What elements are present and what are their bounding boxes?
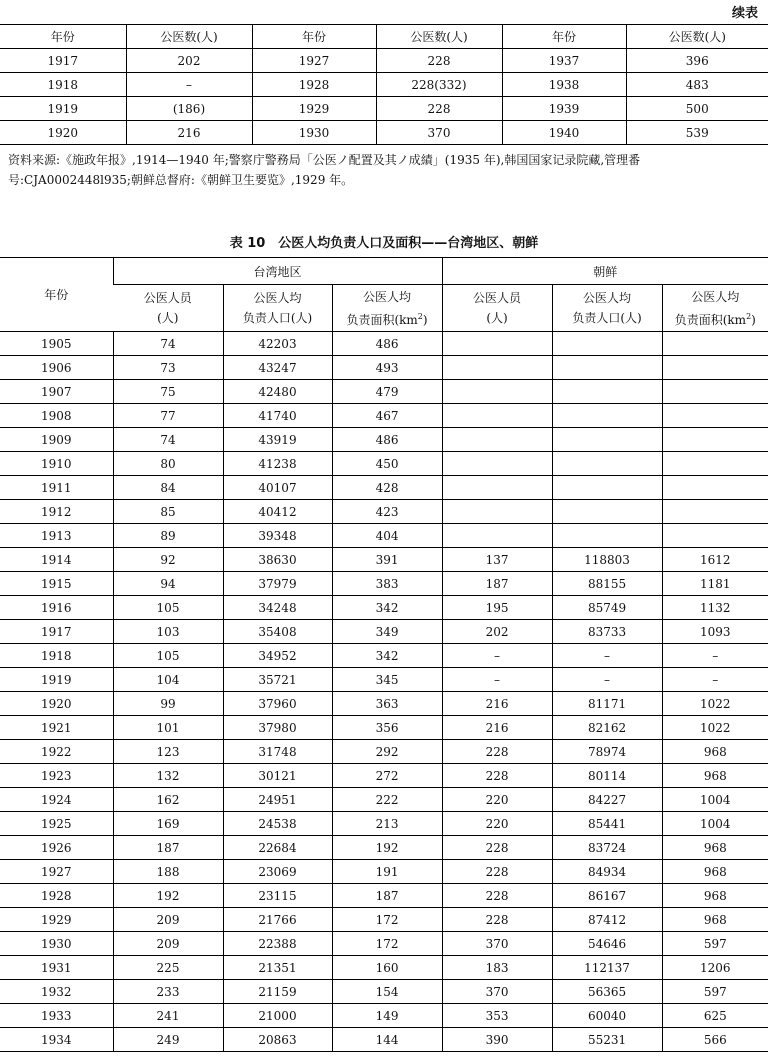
header-population: 公医人均 负责人口(人) (223, 285, 332, 332)
table-cell: 192 (113, 884, 223, 908)
table-cell: 968 (662, 908, 768, 932)
table-cell: 220 (442, 788, 552, 812)
table-cell: – (442, 668, 552, 692)
table-cell: 144 (332, 1028, 442, 1052)
table-cell: 1932 (0, 980, 113, 1004)
table-row (0, 716, 768, 740)
table-cell: 81171 (552, 692, 662, 716)
table-cell: 1911 (0, 476, 113, 500)
table-cell: 479 (332, 380, 442, 404)
table-cell (662, 356, 768, 380)
table-row (0, 668, 768, 692)
table-cell: 87412 (552, 908, 662, 932)
table-cell: 24951 (223, 788, 332, 812)
table-cell: 103 (113, 620, 223, 644)
group-taiwan: 台湾地区 (113, 258, 442, 285)
table-cell: 88155 (552, 572, 662, 596)
table-cell: 370 (376, 121, 502, 145)
table-cell: 80 (113, 452, 223, 476)
table-cell (442, 380, 552, 404)
table-cell: 228 (376, 97, 502, 121)
table-cell: 40107 (223, 476, 332, 500)
table-cell: 85441 (552, 812, 662, 836)
table-cell: 42480 (223, 380, 332, 404)
table-cell: 85 (113, 500, 223, 524)
table-cell: 968 (662, 836, 768, 860)
table-cell: 21159 (223, 980, 332, 1004)
table-9-continued (0, 24, 768, 145)
table-cell: 92 (113, 548, 223, 572)
table-cell: 37980 (223, 716, 332, 740)
header-area: 公医人均 负责面积$(km^2)$ (662, 285, 768, 332)
table-cell: 149 (332, 1004, 442, 1028)
table-cell: 137 (442, 548, 552, 572)
table-cell: 20863 (223, 1028, 332, 1052)
table-cell: 195 (442, 596, 552, 620)
table-cell (442, 500, 552, 524)
table-row (0, 836, 768, 860)
table-cell: 1916 (0, 596, 113, 620)
table-cell: 105 (113, 596, 223, 620)
table-cell: 1022 (662, 692, 768, 716)
table-row (0, 49, 768, 73)
table-cell: 84227 (552, 788, 662, 812)
table-cell: 1022 (662, 716, 768, 740)
table-cell: 1920 (0, 692, 113, 716)
table-cell: 968 (662, 860, 768, 884)
header-population: 公医人均 负责人口(人) (552, 285, 662, 332)
table-row (0, 908, 768, 932)
table-cell: 1917 (0, 49, 126, 73)
table-cell: 21766 (223, 908, 332, 932)
table-cell: 968 (662, 884, 768, 908)
table-row (0, 788, 768, 812)
table-cell: 1206 (662, 956, 768, 980)
table-cell: – (552, 644, 662, 668)
table-row (0, 73, 768, 97)
table-cell: 34952 (223, 644, 332, 668)
table-cell: 101 (113, 716, 223, 740)
table-row (0, 428, 768, 452)
table-cell: 55231 (552, 1028, 662, 1052)
table-cell: 216 (442, 716, 552, 740)
table-cell: 566 (662, 1028, 768, 1052)
table-row (0, 956, 768, 980)
table-cell: 391 (332, 548, 442, 572)
table-cell: 85749 (552, 596, 662, 620)
table-cell: 187 (442, 572, 552, 596)
table-cell: 160 (332, 956, 442, 980)
table-cell: 486 (332, 332, 442, 356)
table-cell: 21000 (223, 1004, 332, 1028)
table-cell: 625 (662, 1004, 768, 1028)
table-row (0, 404, 768, 428)
table-cell: 123 (113, 740, 223, 764)
table-cell: 40412 (223, 500, 332, 524)
table-cell (552, 404, 662, 428)
table-cell: 1928 (252, 73, 376, 97)
table-cell: 597 (662, 980, 768, 1004)
table-cell: 1919 (0, 668, 113, 692)
table-cell: 37979 (223, 572, 332, 596)
header-year: 年份 (0, 25, 126, 49)
table-cell: 202 (126, 49, 252, 73)
table-cell (442, 356, 552, 380)
table-cell: 342 (332, 644, 442, 668)
table-cell: 191 (332, 860, 442, 884)
table-row (0, 380, 768, 404)
table-cell: 241 (113, 1004, 223, 1028)
table-cell: 1929 (252, 97, 376, 121)
table-cell: 249 (113, 1028, 223, 1052)
table-row (0, 740, 768, 764)
table-cell: 228 (376, 49, 502, 73)
table-cell: 1918 (0, 644, 113, 668)
table-cell: – (662, 668, 768, 692)
table-cell (552, 476, 662, 500)
table-cell: 428 (332, 476, 442, 500)
table-row (0, 860, 768, 884)
table-cell: 89 (113, 524, 223, 548)
table-cell: 42203 (223, 332, 332, 356)
table-cell: 162 (113, 788, 223, 812)
table-row (0, 692, 768, 716)
table-cell: 500 (626, 97, 768, 121)
table-cell: 597 (662, 932, 768, 956)
table-cell: 228 (442, 860, 552, 884)
table-cell: 233 (113, 980, 223, 1004)
table-cell: 1937 (502, 49, 626, 73)
table-cell: 1934 (0, 1028, 113, 1052)
table-cell (552, 524, 662, 548)
table-row (0, 548, 768, 572)
table-row (0, 644, 768, 668)
table-cell: 39348 (223, 524, 332, 548)
table-cell: 968 (662, 764, 768, 788)
table-cell: 35721 (223, 668, 332, 692)
table-cell: 38630 (223, 548, 332, 572)
table-cell: 1927 (0, 860, 113, 884)
header-area: 公医人均 负责面积$(km^2)$ (332, 285, 442, 332)
table-cell: 112137 (552, 956, 662, 980)
header-year: 年份 (0, 258, 113, 332)
header-staff: 公医人员 (人) (113, 285, 223, 332)
table-cell: 132 (113, 764, 223, 788)
table-cell: 84934 (552, 860, 662, 884)
table-cell: 1612 (662, 548, 768, 572)
table-cell: 83733 (552, 620, 662, 644)
table-cell: 24538 (223, 812, 332, 836)
table-cell: 383 (332, 572, 442, 596)
table-cell: 356 (332, 716, 442, 740)
table-cell: 86167 (552, 884, 662, 908)
table-row (0, 932, 768, 956)
table-cell: 187 (113, 836, 223, 860)
table-cell: 1930 (252, 121, 376, 145)
table-cell: 1929 (0, 908, 113, 932)
table-cell: 1907 (0, 380, 113, 404)
table-cell (552, 332, 662, 356)
table-cell: 1913 (0, 524, 113, 548)
continued-label: 续表 (731, 6, 758, 21)
table-cell: 1915 (0, 572, 113, 596)
table-cell: 968 (662, 740, 768, 764)
table-cell (662, 380, 768, 404)
table-cell: 228 (442, 884, 552, 908)
table-cell: 228 (442, 740, 552, 764)
table-cell: 94 (113, 572, 223, 596)
table-cell: 78974 (552, 740, 662, 764)
table-cell: 228 (442, 836, 552, 860)
table-cell: 1181 (662, 572, 768, 596)
group-korea: 朝鲜 (442, 258, 768, 285)
table-cell: 345 (332, 668, 442, 692)
table-cell: 187 (332, 884, 442, 908)
table-10-title: 表 10 公医人均负责人口及面积——台湾地区、朝鲜 (229, 236, 539, 251)
table-cell (662, 452, 768, 476)
table-cell: 1004 (662, 812, 768, 836)
table-cell: 370 (442, 980, 552, 1004)
source-note: 资料来源:《施政年报》,1914—1940 年;警察庁警務局「公医ノ配置及其ノ成績」(1935 年),韩国国家记录院藏,管理番号:CJA0002448l935;朝鲜总督府:《朝鲜卫生要览》,1929 年。 (8, 153, 641, 187)
table-cell: 1912 (0, 500, 113, 524)
table-row (0, 1028, 768, 1052)
table-header-row (0, 25, 768, 49)
table-cell: 1908 (0, 404, 113, 428)
table-cell (662, 428, 768, 452)
table-cell: 60040 (552, 1004, 662, 1028)
table-cell: 1909 (0, 428, 113, 452)
table-cell: 21351 (223, 956, 332, 980)
table-cell (552, 428, 662, 452)
table-row (0, 332, 768, 356)
table-cell: 220 (442, 812, 552, 836)
table-cell: 1939 (502, 97, 626, 121)
table-cell: 1917 (0, 620, 113, 644)
table-cell: 1926 (0, 836, 113, 860)
table-cell: 209 (113, 908, 223, 932)
table-cell (442, 404, 552, 428)
table-cell: 77 (113, 404, 223, 428)
table-cell: 1093 (662, 620, 768, 644)
table-row (0, 884, 768, 908)
table-cell: 396 (626, 49, 768, 73)
header-doctors: 公医数(人) (126, 25, 252, 49)
table-cell: 35408 (223, 620, 332, 644)
header-doctors: 公医数(人) (376, 25, 502, 49)
table-cell: 99 (113, 692, 223, 716)
table-cell: 228 (442, 764, 552, 788)
table-cell: 363 (332, 692, 442, 716)
table-cell: 342 (332, 596, 442, 620)
table-cell (662, 476, 768, 500)
table-cell: 292 (332, 740, 442, 764)
table-cell: – (662, 644, 768, 668)
table-cell: 192 (332, 836, 442, 860)
table-row (0, 980, 768, 1004)
table-cell: 22684 (223, 836, 332, 860)
header-year: 年份 (502, 25, 626, 49)
table-row (0, 500, 768, 524)
table-cell: 41238 (223, 452, 332, 476)
table-cell: 188 (113, 860, 223, 884)
table-cell (662, 404, 768, 428)
table-cell: 539 (626, 121, 768, 145)
table-cell: 56365 (552, 980, 662, 1004)
table-10 (0, 257, 768, 1052)
table-cell: 172 (332, 932, 442, 956)
table-row (0, 452, 768, 476)
table-cell: 84 (113, 476, 223, 500)
table-row (0, 356, 768, 380)
group-header-row (0, 258, 768, 285)
table-cell: 404 (332, 524, 442, 548)
table-cell: 83724 (552, 836, 662, 860)
table-cell: 30121 (223, 764, 332, 788)
table-row (0, 97, 768, 121)
table-cell: 349 (332, 620, 442, 644)
table-cell: 486 (332, 428, 442, 452)
table-cell: 37960 (223, 692, 332, 716)
table-row (0, 476, 768, 500)
table-cell: 23115 (223, 884, 332, 908)
table-cell (552, 500, 662, 524)
table-cell: 104 (113, 668, 223, 692)
table-cell: 467 (332, 404, 442, 428)
table-cell: 216 (126, 121, 252, 145)
table-cell: 1910 (0, 452, 113, 476)
table-cell (442, 428, 552, 452)
table-cell: 1132 (662, 596, 768, 620)
table-cell: 272 (332, 764, 442, 788)
table-cell: 1004 (662, 788, 768, 812)
table-cell (442, 476, 552, 500)
table-cell (552, 452, 662, 476)
table-row (0, 1004, 768, 1028)
table-cell: 1924 (0, 788, 113, 812)
table-cell: 1919 (0, 97, 126, 121)
table-row (0, 121, 768, 145)
table-cell: 1922 (0, 740, 113, 764)
table-cell: 228 (442, 908, 552, 932)
table-row (0, 524, 768, 548)
table-cell (442, 332, 552, 356)
table-row (0, 596, 768, 620)
table-cell: 423 (332, 500, 442, 524)
table-cell: 1920 (0, 121, 126, 145)
table-cell: 54646 (552, 932, 662, 956)
table-cell: 183 (442, 956, 552, 980)
table-cell (552, 356, 662, 380)
table-cell: 1940 (502, 121, 626, 145)
table-cell: 222 (332, 788, 442, 812)
table-cell: 1928 (0, 884, 113, 908)
table-cell (662, 500, 768, 524)
table-cell: 216 (442, 692, 552, 716)
table-cell: 43247 (223, 356, 332, 380)
table-cell: 353 (442, 1004, 552, 1028)
table-cell: 73 (113, 356, 223, 380)
table-cell: 1914 (0, 548, 113, 572)
table-cell: 390 (442, 1028, 552, 1052)
table-cell (662, 524, 768, 548)
table-cell: 1921 (0, 716, 113, 740)
table-cell: – (442, 644, 552, 668)
table-cell: 23069 (223, 860, 332, 884)
table-cell: 1923 (0, 764, 113, 788)
table-cell: 105 (113, 644, 223, 668)
table-cell: 1906 (0, 356, 113, 380)
table-cell: 1918 (0, 73, 126, 97)
table-cell: 1930 (0, 932, 113, 956)
table-cell: 74 (113, 332, 223, 356)
table-cell: 483 (626, 73, 768, 97)
table-cell: 493 (332, 356, 442, 380)
table-cell: 450 (332, 452, 442, 476)
table-cell: 31748 (223, 740, 332, 764)
table-cell (552, 380, 662, 404)
table-cell (662, 332, 768, 356)
table-cell: 209 (113, 932, 223, 956)
table-cell: 74 (113, 428, 223, 452)
header-year: 年份 (252, 25, 376, 49)
table-cell: 172 (332, 908, 442, 932)
table-cell: 225 (113, 956, 223, 980)
table-cell: 80114 (552, 764, 662, 788)
table-cell: 213 (332, 812, 442, 836)
table-cell: 82162 (552, 716, 662, 740)
header-doctors: 公医数(人) (626, 25, 768, 49)
table-row (0, 620, 768, 644)
table-cell (442, 524, 552, 548)
table-cell: 370 (442, 932, 552, 956)
table-cell: 75 (113, 380, 223, 404)
table-cell: 1927 (252, 49, 376, 73)
table-cell: 34248 (223, 596, 332, 620)
table-row (0, 764, 768, 788)
table-cell: 118803 (552, 548, 662, 572)
table-cell (442, 452, 552, 476)
sub-header-row (0, 285, 768, 332)
table-cell: 169 (113, 812, 223, 836)
table-cell: – (126, 73, 252, 97)
table-cell: 41740 (223, 404, 332, 428)
table-row (0, 812, 768, 836)
table-cell: 1925 (0, 812, 113, 836)
table-cell: 202 (442, 620, 552, 644)
table-cell: 22388 (223, 932, 332, 956)
table-cell: (186) (126, 97, 252, 121)
table-cell: – (552, 668, 662, 692)
table-row (0, 572, 768, 596)
table-cell: 1905 (0, 332, 113, 356)
table-cell: 1938 (502, 73, 626, 97)
table-cell: 1933 (0, 1004, 113, 1028)
header-staff: 公医人员 (人) (442, 285, 552, 332)
table-cell: 228(332) (376, 73, 502, 97)
table-cell: 43919 (223, 428, 332, 452)
table-cell: 1931 (0, 956, 113, 980)
table-cell: 154 (332, 980, 442, 1004)
